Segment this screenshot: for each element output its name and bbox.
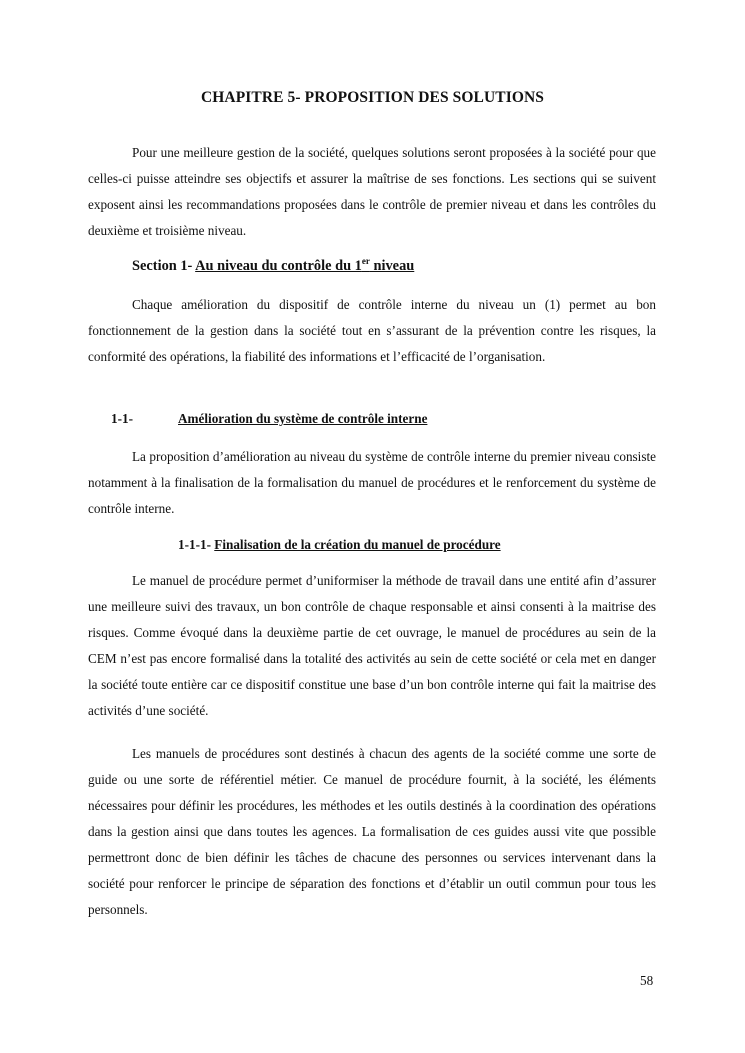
page-number: 58 bbox=[640, 973, 654, 988]
section-prefix: Section 1- bbox=[132, 258, 196, 274]
subsubsection-heading bbox=[178, 537, 501, 553]
subsubsection-paragraph-2: Les manuels de procédures sont destinés à chacun des agents de la société comme une sorte de guide ou une sorte de référentiel métier. Ce manuel de procédure fournit, à la société, les éléments nécessaires pour définir les procédures, les méthodes et les outils destinés à la coordination des opérations dans la gestion ainsi que dans toutes les agences. La formalisation de ces guides aussi vite que possible permettront donc de bien définir les tâches de chacune des personnes ou services intervenant dans la société pour renforcer le principe de séparation des fonctions et d’établir un outil commun pour tous les personnels. bbox=[88, 746, 656, 917]
subsection-paragraph: La proposition d’amélioration au niveau du système de contrôle interne du premier niveau consiste notamment à la finalisation de la formalisation du manuel de procédures et le renforcement du système de contrôle interne. bbox=[88, 449, 656, 516]
subsection-title: Amélioration du système de contrôle interne bbox=[178, 411, 428, 426]
section-title-superscript: er bbox=[361, 256, 370, 267]
section-title: Au niveau du contrôle du 1er niveau bbox=[195, 256, 415, 274]
section1-paragraph: Chaque amélioration du dispositif de contrôle interne du niveau un (1) permet au bon fonctionnement de la gestion dans la société tout en s’assurant de la prévention contre les risques, la conformité des opérations, la fiabilité des informations et l’efficacité de l’organisation. bbox=[88, 297, 656, 364]
intro-paragraph: Pour une meilleure gestion de la société, quelques solutions seront proposées à la société pour que celles-ci puisse atteindre ses objectifs et assurer la maîtrise de ses fonctions. Les sections qui se suivent exposent ainsi les recommandations proposées dans le contrôle de premier niveau et dans les contrôles du deuxième et troisième niveau. bbox=[88, 145, 656, 238]
subsection-number: 1-1- bbox=[111, 411, 133, 426]
section-heading bbox=[132, 258, 414, 275]
subsubsection-title: Finalisation de la création du manuel de procédure bbox=[214, 537, 501, 552]
subsubsection-number: 1-1-1- bbox=[178, 537, 211, 552]
chapter-title: CHAPITRE 5- PROPOSITION DES SOLUTIONS bbox=[200, 89, 545, 106]
subsubsection-paragraph-1: Le manuel de procédure permet d’uniformiser la méthode de travail dans une entité afin d’assurer une meilleure suivi des travaux, un bon contrôle de chaque responsable et ainsi consenti à la maitrise des risques. Comme évoqué dans la deuxième partie de cet ouvrage, le manuel de procédures au sein de la CEM n’est pas encore formalisé dans la totalité des activités au sein de cette société or cela met en danger la société toute entière car ce dispositif constitue une base d’un bon contrôle interne qui fait la maitrise des activités d’une société. bbox=[88, 573, 656, 718]
